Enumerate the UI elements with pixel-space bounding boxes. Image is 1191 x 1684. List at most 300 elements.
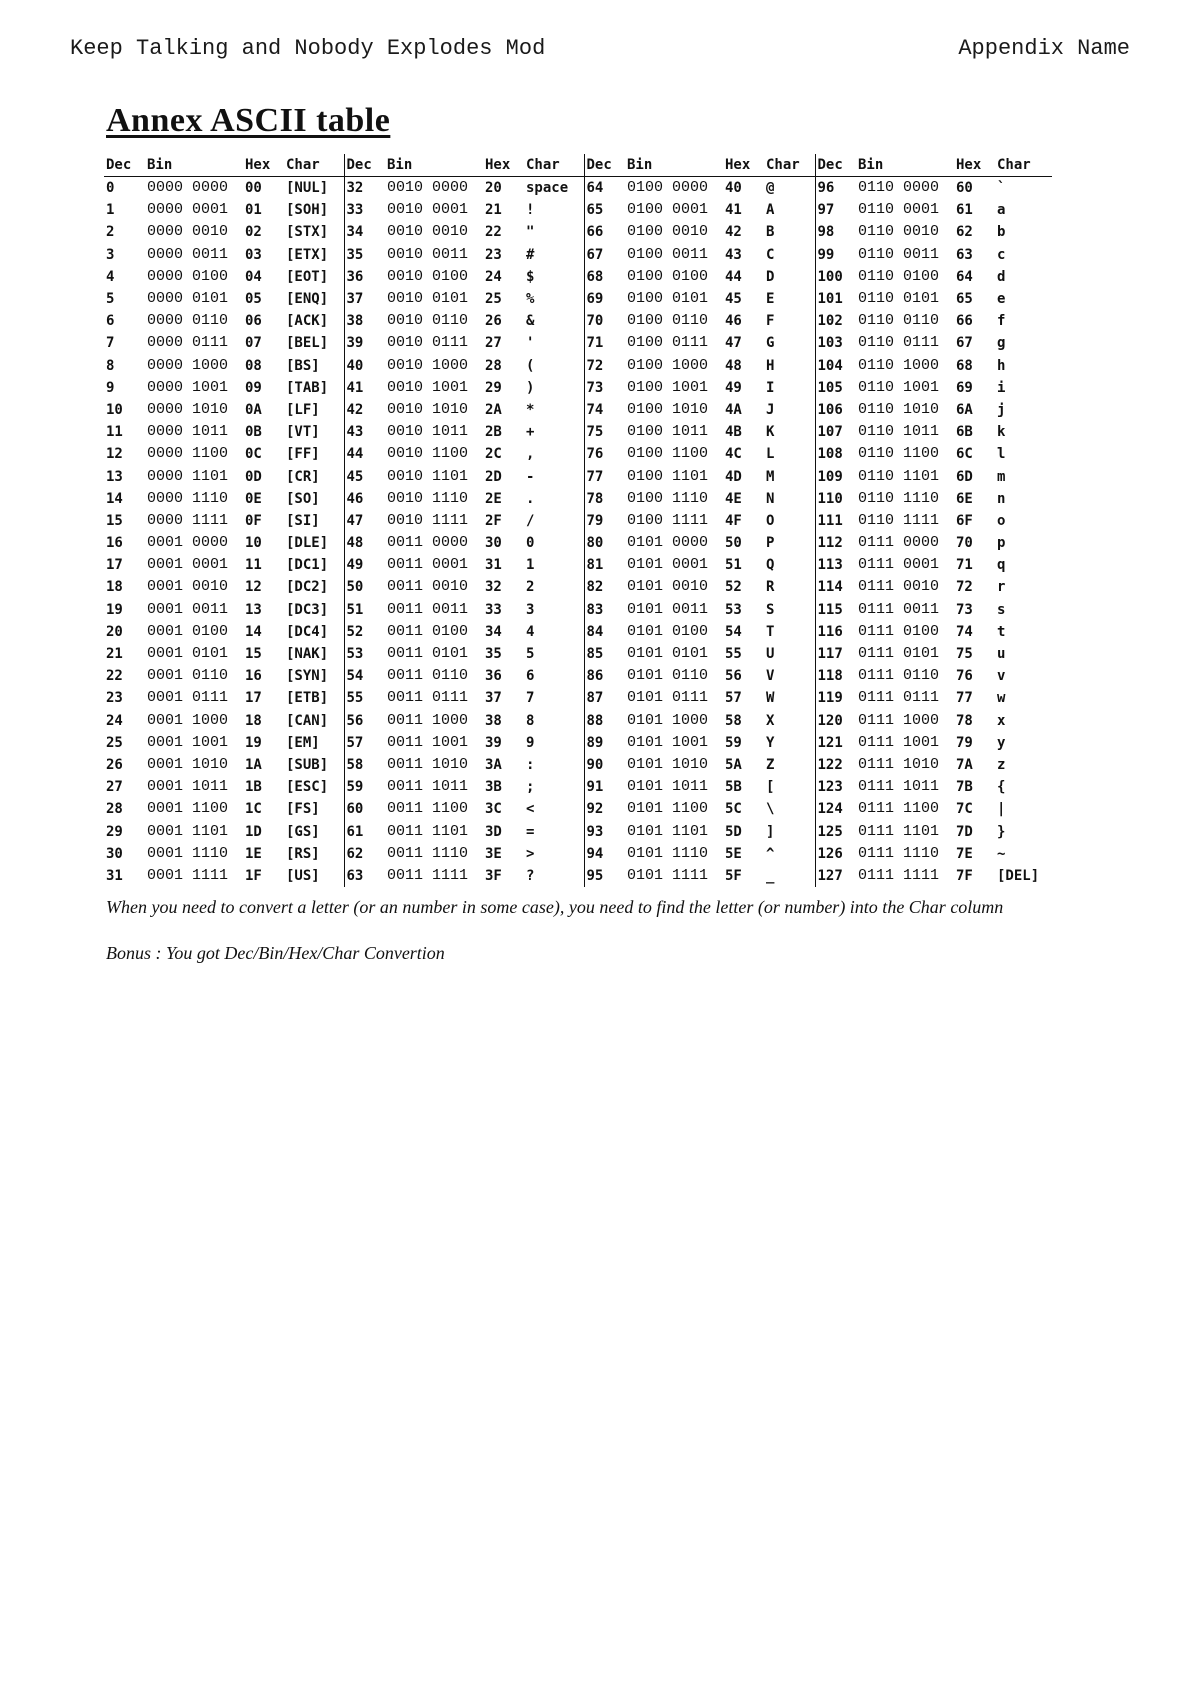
bin-cell: 0110 1000	[858, 356, 940, 374]
bin-cell: 0000 0100	[147, 267, 229, 285]
dec-cell: 85	[584, 643, 625, 665]
char-cell: c	[997, 246, 1006, 263]
dec-cell: 18	[106, 579, 123, 596]
bin-cell: 0101 1010	[627, 755, 709, 773]
char-cell: $	[526, 268, 535, 285]
col-header-dec: Dec	[104, 154, 145, 177]
table-row	[104, 554, 1052, 576]
char-cell: d	[997, 268, 1006, 285]
hex-cell: 57	[725, 690, 742, 707]
hex-cell: 60	[956, 180, 973, 197]
hex-cell: 25	[485, 291, 502, 308]
dec-cell: 59	[344, 776, 385, 798]
char-cell: F	[766, 313, 775, 330]
char-cell: [DC3]	[286, 601, 329, 618]
table-row	[104, 754, 1052, 776]
bin-cell: 0100 1001	[627, 378, 709, 396]
dec-cell: 33	[344, 199, 385, 221]
dec-cell: 96	[815, 177, 856, 200]
bin-cell: 0110 1100	[858, 445, 940, 463]
dec-cell: 34	[344, 221, 385, 243]
dec-cell: 36	[344, 266, 385, 288]
hex-cell: 00	[245, 180, 262, 197]
bin-cell: 0010 1110	[387, 489, 469, 507]
hex-cell: 5D	[725, 823, 742, 840]
hex-cell: 49	[725, 379, 742, 396]
hex-cell: 41	[725, 202, 742, 219]
table-row	[104, 244, 1052, 266]
col-header-dec: Dec	[815, 154, 856, 177]
dec-cell: 86	[584, 665, 625, 687]
char-cell: [LF]	[286, 401, 320, 418]
dec-cell: 77	[584, 465, 625, 487]
bin-cell: 0010 0100	[387, 267, 469, 285]
table-row	[104, 710, 1052, 732]
dec-cell: 119	[815, 687, 856, 709]
bin-cell: 0011 1111	[387, 866, 469, 884]
char-cell: "	[526, 224, 535, 241]
char-cell: [FF]	[286, 446, 320, 463]
bin-cell: 0000 1001	[147, 378, 229, 396]
hex-cell: 31	[485, 557, 502, 574]
dec-cell: 12	[106, 446, 123, 463]
dec-cell: 28	[106, 801, 123, 818]
hex-cell: 16	[245, 668, 262, 685]
hex-cell: 79	[956, 734, 973, 751]
dec-cell: 48	[344, 532, 385, 554]
dec-cell: 70	[584, 310, 625, 332]
bin-cell: 0010 0011	[387, 245, 469, 263]
hex-cell: 3E	[485, 845, 502, 862]
bin-cell: 0000 0010	[147, 223, 229, 241]
bin-cell: 0110 0010	[858, 223, 940, 241]
char-cell: m	[997, 468, 1006, 485]
char-cell: X	[766, 712, 775, 729]
char-cell: space	[526, 180, 569, 197]
dec-cell: 41	[344, 377, 385, 399]
bin-cell: 0100 0111	[627, 334, 709, 352]
hex-cell: 1F	[245, 867, 262, 884]
col-header-bin: Bin	[625, 154, 723, 177]
table-row	[104, 621, 1052, 643]
char-cell: [DC2]	[286, 579, 329, 596]
hex-cell: 14	[245, 623, 262, 640]
bin-cell: 0111 1111	[858, 866, 940, 884]
hex-cell: 3F	[485, 867, 502, 884]
col-header-hex: Hex	[954, 154, 995, 177]
dec-cell: 103	[815, 332, 856, 354]
dec-cell: 94	[584, 843, 625, 865]
dec-cell: 76	[584, 443, 625, 465]
hex-cell: 1C	[245, 801, 262, 818]
hex-cell: 78	[956, 712, 973, 729]
char-cell: l	[997, 446, 1006, 463]
dec-cell: 102	[815, 310, 856, 332]
hex-cell: 47	[725, 335, 742, 352]
dec-cell: 108	[815, 443, 856, 465]
table-row	[104, 355, 1052, 377]
hex-cell: 52	[725, 579, 742, 596]
bin-cell: 0000 0000	[147, 179, 229, 197]
table-row	[104, 310, 1052, 332]
hex-cell: 2F	[485, 512, 502, 529]
char-cell: M	[766, 468, 775, 485]
bin-cell: 0111 0100	[858, 622, 940, 640]
char-cell: 1	[526, 557, 535, 574]
char-cell: q	[997, 557, 1006, 574]
dec-cell: 67	[584, 244, 625, 266]
hex-cell: 6A	[956, 401, 973, 418]
char-cell: [SO]	[286, 490, 320, 507]
hex-cell: 36	[485, 668, 502, 685]
dec-cell: 5	[106, 291, 115, 308]
hex-cell: 3A	[485, 756, 502, 773]
bin-cell: 0101 0000	[627, 534, 709, 552]
dec-cell: 121	[815, 732, 856, 754]
dec-cell: 123	[815, 776, 856, 798]
dec-cell: 8	[106, 357, 115, 374]
dec-cell: 42	[344, 399, 385, 421]
dec-cell: 116	[815, 621, 856, 643]
bin-cell: 0101 0011	[627, 600, 709, 618]
hex-cell: 72	[956, 579, 973, 596]
char-cell: [CR]	[286, 468, 320, 485]
char-cell: ;	[526, 779, 535, 796]
bin-cell: 0001 0001	[147, 556, 229, 574]
hex-cell: 37	[485, 690, 502, 707]
hex-cell: 03	[245, 246, 262, 263]
hex-cell: 07	[245, 335, 262, 352]
hex-cell: 77	[956, 690, 973, 707]
dec-cell: 126	[815, 843, 856, 865]
dec-cell: 9	[106, 379, 115, 396]
bin-cell: 0011 0010	[387, 578, 469, 596]
hex-cell: 65	[956, 291, 973, 308]
dec-cell: 120	[815, 710, 856, 732]
hex-cell: 10	[245, 535, 262, 552]
table-row	[104, 643, 1052, 665]
hex-cell: 59	[725, 734, 742, 751]
bin-cell: 0011 1001	[387, 733, 469, 751]
col-header-char: Char	[995, 154, 1052, 177]
page-title: Annex ASCII table	[106, 102, 391, 139]
table-row	[104, 599, 1052, 621]
bin-cell: 0110 1011	[858, 423, 940, 441]
char-cell: [ENQ]	[286, 291, 329, 308]
hex-cell: 29	[485, 379, 502, 396]
char-cell: V	[766, 668, 775, 685]
dec-cell: 30	[106, 845, 123, 862]
hex-cell: 4D	[725, 468, 742, 485]
dec-cell: 13	[106, 468, 123, 485]
bin-cell: 0000 1100	[147, 445, 229, 463]
char-cell: Y	[766, 734, 775, 751]
bin-cell: 0011 0101	[387, 645, 469, 663]
col-header-hex: Hex	[243, 154, 284, 177]
char-cell: [EM]	[286, 734, 320, 751]
bin-cell: 0010 1010	[387, 400, 469, 418]
dec-cell: 7	[106, 335, 115, 352]
dec-cell: 35	[344, 244, 385, 266]
char-cell: /	[526, 512, 535, 529]
header-appendix-name: Appendix Name	[958, 35, 1130, 61]
bin-cell: 0001 1100	[147, 800, 229, 818]
hex-cell: 46	[725, 313, 742, 330]
dec-cell: 91	[584, 776, 625, 798]
hex-cell: 7D	[956, 823, 973, 840]
char-cell: [NUL]	[286, 180, 329, 197]
dec-cell: 112	[815, 532, 856, 554]
dec-cell: 111	[815, 510, 856, 532]
char-cell: [ETB]	[286, 690, 329, 707]
col-header-bin: Bin	[145, 154, 243, 177]
table-row	[104, 843, 1052, 865]
col-header-char: Char	[764, 154, 815, 177]
char-cell: a	[997, 202, 1006, 219]
dec-cell: 52	[344, 621, 385, 643]
char-cell: [TAB]	[286, 379, 329, 396]
hex-cell: 3B	[485, 779, 502, 796]
hex-cell: 2E	[485, 490, 502, 507]
bin-cell: 0101 0110	[627, 667, 709, 685]
dec-cell: 114	[815, 576, 856, 598]
dec-cell: 45	[344, 465, 385, 487]
dec-cell: 61	[344, 820, 385, 842]
dec-cell: 32	[344, 177, 385, 200]
char-cell: 9	[526, 734, 535, 751]
char-cell: f	[997, 313, 1006, 330]
bin-cell: 0110 1111	[858, 511, 940, 529]
char-cell: C	[766, 246, 775, 263]
hex-cell: 44	[725, 268, 742, 285]
hex-cell: 74	[956, 623, 973, 640]
bin-cell: 0101 1001	[627, 733, 709, 751]
dec-cell: 19	[106, 601, 123, 618]
bin-cell: 0001 1000	[147, 711, 229, 729]
dec-cell: 78	[584, 488, 625, 510]
char-cell: y	[997, 734, 1006, 751]
bin-cell: 0100 1100	[627, 445, 709, 463]
hex-cell: 38	[485, 712, 502, 729]
hex-cell: 30	[485, 535, 502, 552]
bin-cell: 0011 0111	[387, 689, 469, 707]
table-row	[104, 776, 1052, 798]
char-cell: \	[766, 801, 775, 818]
bin-cell: 0101 1101	[627, 822, 709, 840]
header-row	[104, 154, 1052, 177]
hex-cell: 35	[485, 646, 502, 663]
char-cell: D	[766, 268, 775, 285]
table-row	[104, 421, 1052, 443]
bin-cell: 0101 1111	[627, 866, 709, 884]
hex-cell: 1D	[245, 823, 262, 840]
hex-cell: 2D	[485, 468, 502, 485]
char-cell: ?	[526, 867, 535, 884]
char-cell: (	[526, 357, 535, 374]
char-cell: 4	[526, 623, 535, 640]
dec-cell: 107	[815, 421, 856, 443]
bin-cell: 0010 0000	[387, 179, 469, 197]
char-cell: r	[997, 579, 1006, 596]
bin-cell: 0011 0110	[387, 667, 469, 685]
char-cell: [DC1]	[286, 557, 329, 574]
hex-cell: 18	[245, 712, 262, 729]
bin-cell: 0101 1110	[627, 844, 709, 862]
char-cell: [ACK]	[286, 313, 329, 330]
hex-cell: 50	[725, 535, 742, 552]
char-cell: e	[997, 291, 1006, 308]
char-cell: R	[766, 579, 775, 596]
bin-cell: 0001 0010	[147, 578, 229, 596]
hex-cell: 4A	[725, 401, 742, 418]
char-cell: g	[997, 335, 1006, 352]
dec-cell: 104	[815, 355, 856, 377]
bin-cell: 0000 0110	[147, 312, 229, 330]
bin-cell: 0011 1100	[387, 800, 469, 818]
bin-cell: 0000 1000	[147, 356, 229, 374]
dec-cell: 68	[584, 266, 625, 288]
dec-cell: 87	[584, 687, 625, 709]
bin-cell: 0001 0110	[147, 667, 229, 685]
hex-cell: 6E	[956, 490, 973, 507]
dec-cell: 39	[344, 332, 385, 354]
hex-cell: 68	[956, 357, 973, 374]
bin-cell: 0001 1110	[147, 844, 229, 862]
bin-cell: 0110 0001	[858, 201, 940, 219]
char-cell: .	[526, 490, 535, 507]
char-cell: '	[526, 335, 535, 352]
dec-cell: 101	[815, 288, 856, 310]
bin-cell: 0110 0101	[858, 290, 940, 308]
hex-cell: 20	[485, 180, 502, 197]
col-header-char: Char	[524, 154, 584, 177]
hex-cell: 4F	[725, 512, 742, 529]
bin-cell: 0101 1100	[627, 800, 709, 818]
dec-cell: 66	[584, 221, 625, 243]
table-row	[104, 532, 1052, 554]
hex-cell: 2C	[485, 446, 502, 463]
dec-cell: 4	[106, 268, 115, 285]
bin-cell: 0111 1110	[858, 844, 940, 862]
char-cell: :	[526, 756, 535, 773]
col-header-hex: Hex	[723, 154, 764, 177]
bin-cell: 0000 1011	[147, 423, 229, 441]
dec-cell: 1	[106, 202, 115, 219]
hex-cell: 6D	[956, 468, 973, 485]
col-header-char: Char	[284, 154, 344, 177]
char-cell: n	[997, 490, 1006, 507]
bin-cell: 0100 0101	[627, 290, 709, 308]
char-cell: [SYN]	[286, 668, 329, 685]
dec-cell: 3	[106, 246, 115, 263]
char-cell: 7	[526, 690, 535, 707]
bin-cell: 0110 0110	[858, 312, 940, 330]
table-row	[104, 465, 1052, 487]
dec-cell: 88	[584, 710, 625, 732]
hex-cell: 09	[245, 379, 262, 396]
hex-cell: 2B	[485, 424, 502, 441]
char-cell: 3	[526, 601, 535, 618]
hex-cell: 15	[245, 646, 262, 663]
char-cell: |	[997, 801, 1006, 818]
bin-cell: 0010 0110	[387, 312, 469, 330]
bin-cell: 0000 0001	[147, 201, 229, 219]
char-cell: o	[997, 512, 1006, 529]
hex-cell: 56	[725, 668, 742, 685]
dec-cell: 51	[344, 599, 385, 621]
char-cell: T	[766, 623, 775, 640]
dec-cell: 46	[344, 488, 385, 510]
hex-cell: 7E	[956, 845, 973, 862]
dec-cell: 72	[584, 355, 625, 377]
bin-cell: 0100 1110	[627, 489, 709, 507]
char-cell: S	[766, 601, 775, 618]
table-row	[104, 510, 1052, 532]
dec-cell: 83	[584, 599, 625, 621]
dec-cell: 58	[344, 754, 385, 776]
bin-cell: 0010 0111	[387, 334, 469, 352]
bin-cell: 0100 0110	[627, 312, 709, 330]
dec-cell: 106	[815, 399, 856, 421]
table-row	[104, 687, 1052, 709]
hex-cell: 62	[956, 224, 973, 241]
hex-cell: 45	[725, 291, 742, 308]
bin-cell: 0100 0001	[627, 201, 709, 219]
char-cell: E	[766, 291, 775, 308]
table-row	[104, 820, 1052, 842]
bin-cell: 0011 0100	[387, 622, 469, 640]
dec-cell: 54	[344, 665, 385, 687]
ascii-table	[104, 154, 1052, 887]
hex-cell: 42	[725, 224, 742, 241]
char-cell: [US]	[286, 867, 320, 884]
char-cell: ,	[526, 446, 535, 463]
char-cell: [NAK]	[286, 646, 329, 663]
bonus-note: Bonus : You got Dec/Bin/Hex/Char Convertion	[106, 943, 445, 963]
char-cell: j	[997, 401, 1006, 418]
hex-cell: 28	[485, 357, 502, 374]
hex-cell: 0F	[245, 512, 262, 529]
dec-cell: 29	[106, 823, 123, 840]
dec-cell: 16	[106, 535, 123, 552]
bin-cell: 0101 0101	[627, 645, 709, 663]
hex-cell: 12	[245, 579, 262, 596]
hex-cell: 24	[485, 268, 502, 285]
char-cell: [RS]	[286, 845, 320, 862]
dec-cell: 115	[815, 599, 856, 621]
bin-cell: 0110 1101	[858, 467, 940, 485]
bin-cell: 0000 1010	[147, 400, 229, 418]
hex-cell: 58	[725, 712, 742, 729]
char-cell: [ETX]	[286, 246, 329, 263]
dec-cell: 31	[106, 867, 123, 884]
char-cell: !	[526, 202, 535, 219]
hex-cell: 21	[485, 202, 502, 219]
hex-cell: 66	[956, 313, 973, 330]
bin-cell: 0000 0111	[147, 334, 229, 352]
char-cell: k	[997, 424, 1006, 441]
hex-cell: 51	[725, 557, 742, 574]
dec-cell: 63	[344, 865, 385, 887]
dec-cell: 27	[106, 779, 123, 796]
bin-cell: 0111 1011	[858, 778, 940, 796]
dec-cell: 92	[584, 798, 625, 820]
dec-cell: 40	[344, 355, 385, 377]
header-mod-title: Keep Talking and Nobody Explodes Mod	[70, 35, 546, 61]
bin-cell: 0101 1000	[627, 711, 709, 729]
char-cell: [SOH]	[286, 202, 329, 219]
dec-cell: 113	[815, 554, 856, 576]
